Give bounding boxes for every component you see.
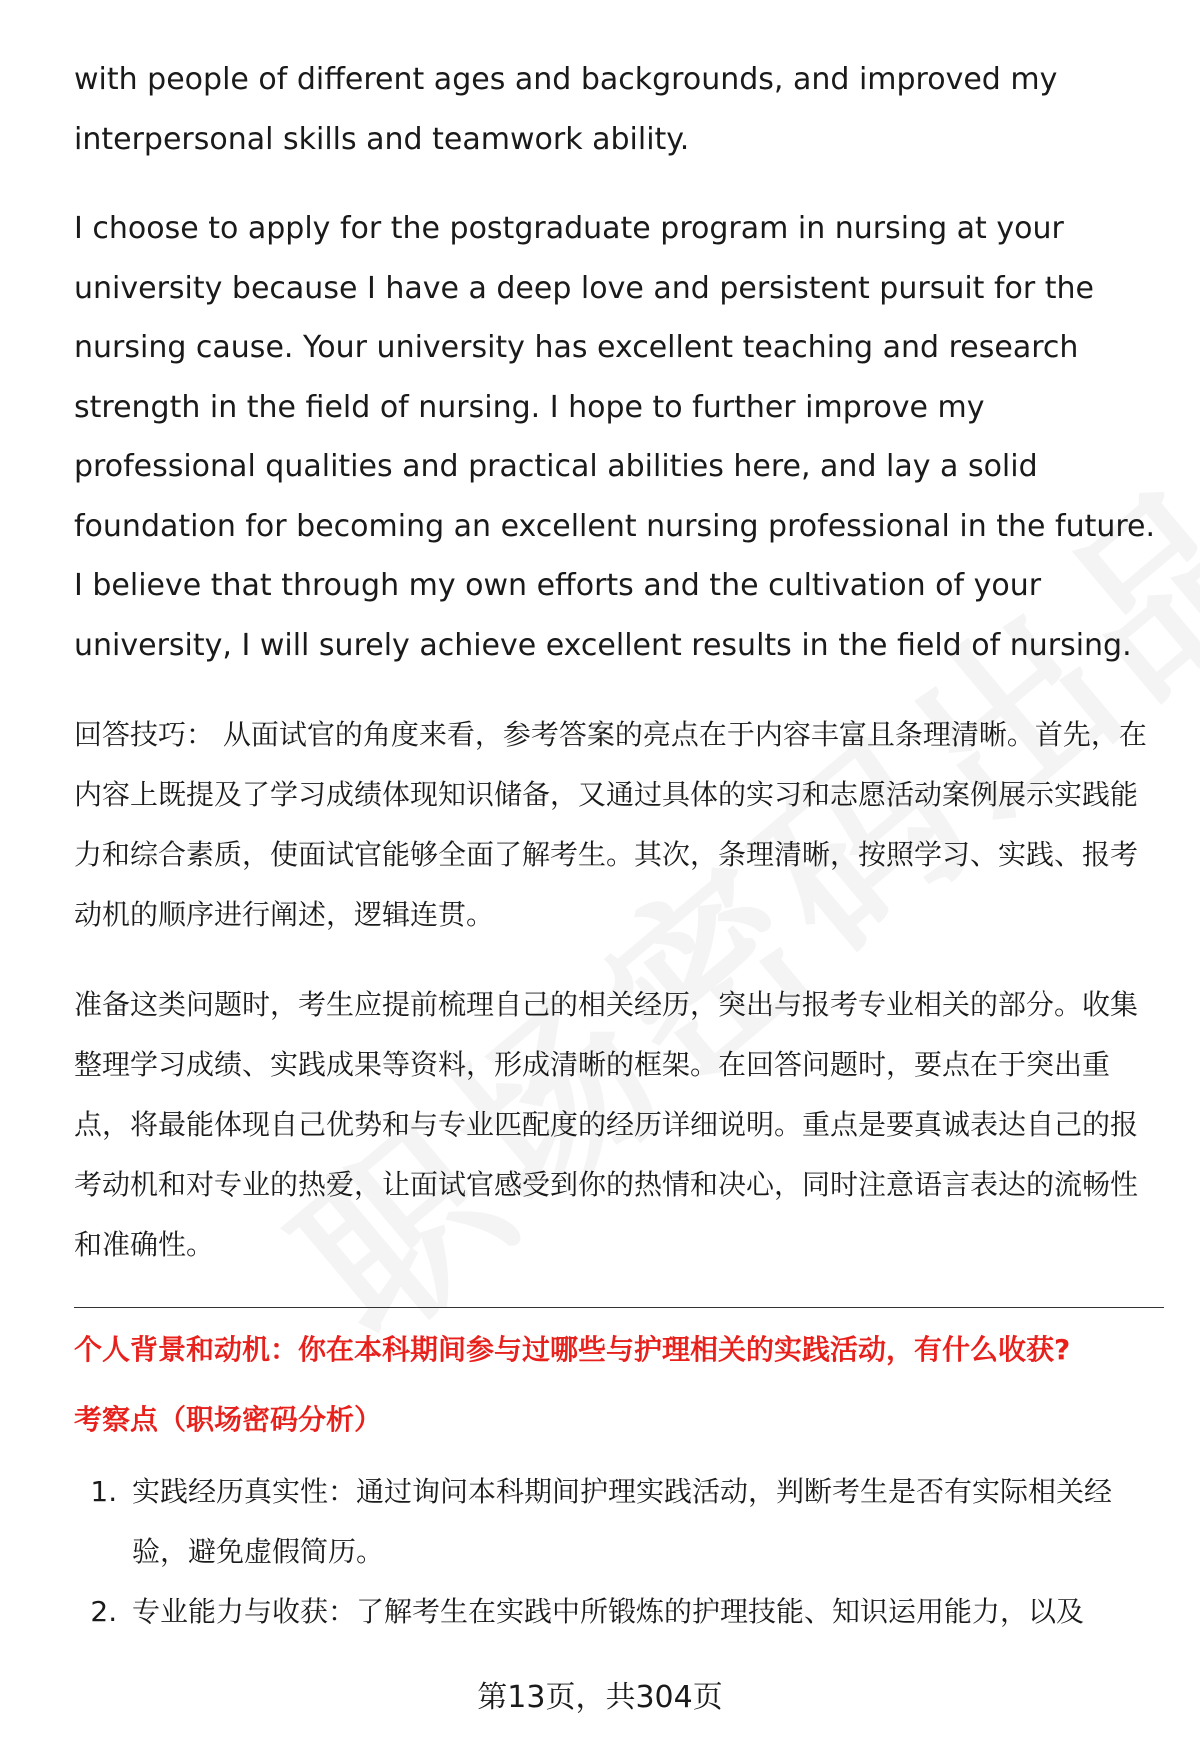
section-heading: 考察点（职场密码分析）	[74, 1403, 383, 1436]
page-content	[74, 50, 1164, 1642]
english-paragraph-1: with people of different ages and backgrounds, and improved my interpersonal skills and teamwork ability.	[74, 62, 1058, 157]
interview-question: 个人背景和动机：你在本科期间参与过哪些与护理相关的实践活动，有什么收获?	[74, 1333, 1071, 1366]
list-item: 1. 实践经历真实性：通过询问本科期间护理实践活动，判断考生是否有实际相关经验，避免虚假简历。	[126, 1462, 1164, 1582]
answer-tips-paragraph: 回答技巧： 从面试官的角度来看，参考答案的亮点在于内容丰富且条理清晰。首先，在内容上既提及了学习成绩体现知识储备，又通过具体的实习和志愿活动案例展示实践能力和综合素质，使面试官能够全面了解考生。其次，条理清晰，按照学习、实践、报考动机的顺序进行阐述，逻辑连贯。	[74, 718, 1147, 931]
english-paragraph-2: I choose to apply for the postgraduate program in nursing at your university because I have a deep love and persistent pursuit for the nursing cause. Your university has excellent teaching and research strength in the field of nursing. I hope to further improve my professional qualities and practical abilities here, and lay a solid foundation for becoming an excellent nursing professional in the future. I believe that through my own efforts and the cultivation of your university, I will surely achieve excellent results in the field of nursing.	[74, 211, 1156, 663]
preparation-paragraph: 准备这类问题时，考生应提前梳理自己的相关经历，突出与报考专业相关的部分。收集整理学习成绩、实践成果等资料，形成清晰的框架。在回答问题时，要点在于突出重点，将最能体现自己优势和与专业匹配度的经历详细说明。重点是要真诚表达自己的报考动机和对专业的热爱，让面试官感受到你的热情和决心，同时注意语言表达的流畅性和准确性。	[74, 988, 1139, 1261]
assessment-points-list	[74, 1462, 1164, 1642]
page-number-footer: 第13页，共304页	[477, 1680, 723, 1715]
section-divider	[74, 1307, 1164, 1308]
list-item: 2. 专业能力与收获：了解考生在实践中所锻炼的护理技能、知识运用能力，以及	[126, 1582, 1164, 1642]
